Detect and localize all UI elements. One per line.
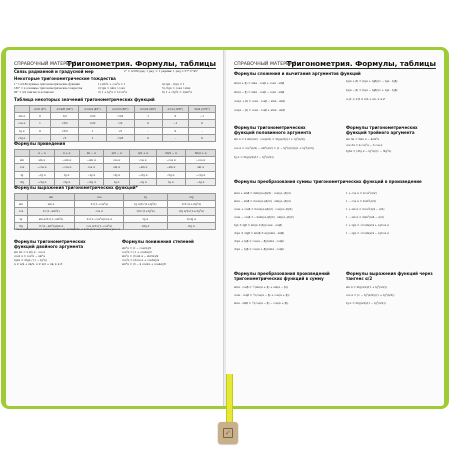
table-row xyxy=(15,171,216,178)
table-row xyxy=(15,113,216,120)
table-cell: √2/2 xyxy=(79,113,107,120)
sum-formula: cosα − cosβ = −2sin((α+β)/2) · sin((α−β)/2) xyxy=(234,215,294,219)
table-row xyxy=(15,127,216,134)
table-cell: cos xyxy=(15,164,30,171)
addition-formula: sin(α − β) = sinα · cosβ − cosα · sinβ xyxy=(234,90,285,94)
power-formula: cos²α = (1 + cos2α)/2 xyxy=(122,250,152,254)
section-title-half: Формулы тригонометрических функций половинного аргумента xyxy=(234,125,312,135)
table-cell: −ctg α xyxy=(130,171,156,178)
table-cell: −sin α xyxy=(54,157,79,164)
table-cell: −ctg α xyxy=(79,178,103,185)
table-cell: 0 xyxy=(189,134,216,141)
check-icon: ✓ xyxy=(225,429,231,437)
footnote: * Знак выбирается в зависимости от четверти, в которой находится угол α xyxy=(14,228,120,231)
table-cell: 3π/2 (270°) xyxy=(189,106,216,113)
table-cell: α=0 (0°) xyxy=(29,106,50,113)
sum-formula: ctgα + tgβ = cos(α − β)/(sinα · cosβ) xyxy=(234,239,284,243)
table-cell: tg xyxy=(15,215,28,222)
bookmark-ribbon[interactable] xyxy=(226,374,233,423)
table-cell: ±√(1−cos²α) xyxy=(75,201,124,208)
identity-line: 1° = π/180 прямые тригонометрические функции xyxy=(14,83,80,86)
addition-formula: cos(α − β) = cosα · cosβ + sinα · sinβ xyxy=(234,108,285,112)
table-cell: 0 xyxy=(134,134,162,141)
sum-formula: sinα − sinβ = 2cos((α+β)/2) · sin((α−β)/2) xyxy=(234,199,291,203)
tan-half-formula: sin α = 2tg(α/2)/(1 + tg²(α/2)) xyxy=(346,285,387,289)
table-row xyxy=(15,215,216,222)
table-cell: – xyxy=(189,127,216,134)
table-cell: – xyxy=(29,134,50,141)
right-page-header xyxy=(234,56,436,69)
addition-formula: sin(α + β) = sinα · cosβ + cosα · sinβ xyxy=(234,81,285,85)
table-cell: ctg α/±√(1+ctg²α) xyxy=(167,208,215,215)
table-cell: −1 xyxy=(189,113,216,120)
table-cell: 1 xyxy=(79,134,107,141)
table-cell: cos α xyxy=(75,208,124,215)
section-title-radian: Связь радианной и градусной мер xyxy=(14,69,94,74)
table-cell: tg xyxy=(124,194,167,201)
identity-line: 180° = π основные тригонометрические тождества xyxy=(14,87,83,90)
table-cell: √3 xyxy=(106,127,134,134)
table-cell: 1/2 xyxy=(51,113,79,120)
table-cell: −ctg α xyxy=(29,178,54,185)
table-cell: sin xyxy=(15,157,30,164)
table-cell xyxy=(15,194,28,201)
table-cell: α=π/6 (30°) xyxy=(51,106,79,113)
sum-formula: 1 − sin α = 2sin²(π/4 − α/2) xyxy=(346,215,384,219)
table-cell: – xyxy=(162,134,189,141)
triple-formula: sin 3α = 3sin α − 4sin³α xyxy=(346,137,380,141)
table-cell: −cos α xyxy=(29,164,54,171)
section-title-product: Формулы преобразования произведений тригонометрических функций в сумму xyxy=(234,271,330,281)
addition-formula: tg(α + β) = (tgα + tgβ)/(1 − tgα · tgβ) xyxy=(346,79,398,83)
page-title: Тригонометрия. Формулы, таблицы xyxy=(286,59,436,68)
table-cell: cos xyxy=(15,208,28,215)
power-formula: cos³α = (3cos α + cos3α)/4 xyxy=(122,258,159,262)
table-cell: −cos α xyxy=(186,157,216,164)
power-formula: sin²α = (1 − cos2α)/2 xyxy=(122,246,152,250)
table-cell: √3/2 xyxy=(51,120,79,127)
table-cell: cos α xyxy=(79,164,103,171)
table-cell: 3π/2 − α xyxy=(156,150,186,157)
left-page-header xyxy=(14,56,216,69)
addition-formula: cos(α + β) = cosα · cosβ − sinα · sinβ xyxy=(234,99,285,103)
table-cell: 0 xyxy=(162,127,189,134)
table-cell: sin α xyxy=(186,164,216,171)
sum-formula: 1 − cos α = 2sin²(α/2) xyxy=(346,199,377,203)
identity-line: 90° = π/2 тангенс и котангенс xyxy=(14,91,55,94)
section-title-tan-half: Формулы выражения функций через тангенс α/2 xyxy=(346,271,433,281)
radian-formula: x° = π/180 рад; 1 рад. = 1 радиан; 1 рад ≈ 57°17'45" xyxy=(124,69,199,73)
double-formula: cos2 α = cos²α − sin²α xyxy=(14,254,46,258)
identity-formula: 6) 1 + ctg²α = 1/sin²α xyxy=(162,90,192,94)
double-formula: α ≠ π/4 + πk/2, α ≠ π/2 + πk, k ∈ Z xyxy=(14,262,63,266)
table-cell xyxy=(15,150,30,157)
table-cell: ctg α xyxy=(54,178,79,185)
table-cell: cos α/±√(1−cos²α) xyxy=(75,222,124,229)
table-cell: −tg α xyxy=(130,178,156,185)
table-cell: ctg α xyxy=(167,222,215,229)
table-cell: √3/3 xyxy=(106,134,134,141)
product-formula: sinα · sinβ = ½(cos(α − β) − cos(α + β)) xyxy=(234,301,289,305)
section-title-sum: Формулы преобразования суммы тригонометрических функций в произведение xyxy=(234,179,422,184)
tan-half-formula: tg α = 2tg(α/2)/(1 − tg²(α/2)) xyxy=(346,301,386,305)
identity-formula: 5) ctgα = cosα / sinα xyxy=(162,86,191,90)
power-formula: sin³α = (3 sin α − sin3α)/4 xyxy=(122,254,159,258)
sum-formula: sinα + sinβ = 2sin((α+β)/2) · cos((α−β)/2) xyxy=(234,191,291,195)
right-page xyxy=(226,50,444,406)
table-cell: tg α xyxy=(104,178,130,185)
sum-formula: ctgα − tgβ = cos(α + β)/(sinα · cosβ) xyxy=(234,247,284,251)
table-cell: −cos α xyxy=(54,164,79,171)
sum-formula: tgα ± tgβ = sin(α ± β)/(cosα · cosβ) xyxy=(234,223,283,227)
table-cell: ctg α xyxy=(104,171,130,178)
table-cell: α=π/3 (60°) xyxy=(106,106,134,113)
table-cell: π/2 − α xyxy=(104,150,130,157)
table-cell: π + α xyxy=(54,150,79,157)
tan-half-formula: cos α = (1 − tg²(α/2))/(1 + tg²(α/2)) xyxy=(346,293,395,297)
product-formula: cosα · cosβ = ½(cos(α − β) + cos(α + β)) xyxy=(234,293,290,297)
table-cell: 0 xyxy=(162,113,189,120)
table-cell: sin α xyxy=(15,113,30,120)
table-cell: −sin α xyxy=(130,164,156,171)
table-cell: √3/2 xyxy=(106,113,134,120)
table-cell: α=π/4 (45°) xyxy=(79,106,107,113)
series-label: СПРАВОЧНЫЙ МАТЕРИАЛ xyxy=(14,62,77,67)
table-cell: −sin α xyxy=(156,164,186,171)
table-cell: 1 xyxy=(29,120,50,127)
half-formula: tg α = 2tg(α/2)/(1 − tg²(α/2)) xyxy=(234,155,274,159)
table-cell: tg α xyxy=(156,178,186,185)
section-title-identities: Некоторые тригонометрические тождества xyxy=(14,76,116,81)
values-table xyxy=(14,105,216,142)
triple-formula: tg3α = (3tg α − tg³α)/(1 − 3tg²α) xyxy=(346,149,392,153)
table-cell: −sin α xyxy=(79,157,103,164)
identity-formula: 1) sin²α + cos²α = 1 xyxy=(98,82,126,86)
table-cell: ctg xyxy=(167,194,215,201)
table-cell: tg xyxy=(15,171,30,178)
table-cell: 1/±√(1+tg²α) xyxy=(124,208,167,215)
table-cell: sin xyxy=(27,194,74,201)
table-cell: tg α xyxy=(124,215,167,222)
table-cell: ±√(1−sin²α) xyxy=(27,208,74,215)
half-formula: cos α = cos²(α/2) − sin²(α/2) = (1 − tg²(α/2))/(1 + tg²(α/2)) xyxy=(234,146,314,150)
table-cell: α=π (180°) xyxy=(162,106,189,113)
table-cell: sin α/±√(1−sin²α) xyxy=(27,215,74,222)
table-cell: cos α xyxy=(104,157,130,164)
page-title: Тригонометрия. Формулы, таблицы xyxy=(66,59,216,68)
table-cell: ctg α xyxy=(15,134,30,141)
section-title-power: Формулы понижения степеней xyxy=(122,239,194,244)
table-cell: α=π/2 (90°) xyxy=(134,106,162,113)
section-title-double: Формулы тригонометрических функций двойного аргумента xyxy=(14,239,86,249)
table-cell: cos α xyxy=(15,120,30,127)
section-title-values: Таблица некоторых значений тригонометрических функций xyxy=(14,97,155,102)
table-row xyxy=(15,150,216,157)
triple-formula: cos 3α = 4 cos³α − 3 cos α xyxy=(346,143,383,147)
table-cell: ±√(1−cos²α)/cos α xyxy=(75,215,124,222)
table-cell: ctg xyxy=(15,222,28,229)
table-cell: – xyxy=(134,127,162,134)
table-cell: −tg α xyxy=(29,171,54,178)
table-cell: 1 xyxy=(79,127,107,134)
double-formula: sin 2α = 2 sin α · cos α xyxy=(14,250,46,254)
left-page xyxy=(6,50,224,406)
sum-formula: 1 − tgα = √2 sin(π/4 − α)/cos α xyxy=(346,231,389,235)
table-cell: 1/±√(1+ctg²α) xyxy=(167,201,215,208)
addition-formula: tg(α − β) = (tgα − tgβ)/(1 + tgα · tgβ) xyxy=(346,88,398,92)
table-cell: cos xyxy=(75,194,124,201)
sum-formula: 1 + tgα = √2 sin(π/4 + α)/cos α xyxy=(346,223,389,227)
table-cell: 3π/2 + α xyxy=(186,150,216,157)
table-cell: √3/3 xyxy=(51,127,79,134)
table-cell: sin α xyxy=(29,157,54,164)
table-row xyxy=(15,201,216,208)
table-cell: π − α xyxy=(29,150,54,157)
table-cell: 1/tg α xyxy=(124,222,167,229)
table-cell: 1/2 xyxy=(106,120,134,127)
sum-formula: cosα + cosβ = 2cos((α+β)/2) · cos((α−β)/2) xyxy=(234,207,293,211)
table-cell: 1 xyxy=(134,113,162,120)
table-cell: 0 xyxy=(189,120,216,127)
table-cell: tg α xyxy=(54,171,79,178)
bookmark-tag[interactable] xyxy=(218,422,238,444)
table-cell: −tg α xyxy=(79,171,103,178)
table-row xyxy=(15,164,216,171)
sum-formula: ctgα ± ctgβ = sin(β ± α)/(sinα · sinβ) xyxy=(234,231,285,235)
table-cell: sin α xyxy=(27,201,74,208)
addition-formula: α, β, α ± β ≠ π/2 + πn, n ∈ Z xyxy=(346,97,385,101)
table-cell: sin xyxy=(15,201,28,208)
table-cell: tg α/±√(1+tg²α) xyxy=(124,201,167,208)
reduction-table xyxy=(14,149,216,186)
table-cell: sin α xyxy=(104,164,130,171)
power-formula: sin⁴α = (3 − 4 cos2α + cos4α)/8 xyxy=(122,262,166,266)
product-formula: sinα · cosβ = ½(sin(α + β) + sin(α − β)) xyxy=(234,285,288,289)
identity-formula: 3) 1 + tg²α = 1/cos²α xyxy=(98,90,127,94)
table-cell: 0 xyxy=(29,113,50,120)
table-cell: ctg xyxy=(15,178,30,185)
table-cell: −1 xyxy=(162,120,189,127)
table-cell: √2/2 xyxy=(79,120,107,127)
table-cell: π/2 + α xyxy=(130,150,156,157)
table-row xyxy=(15,106,216,113)
table-cell: −tg α xyxy=(186,178,216,185)
table-row xyxy=(15,194,216,201)
series-label: СПРАВОЧНЫЙ МАТЕРИАЛ xyxy=(234,62,297,67)
table-cell: 0 xyxy=(134,120,162,127)
section-title-addition: Формулы сложения и вычитания аргументов функций xyxy=(234,71,361,76)
half-formula: sin α = 2 sin(α/2) · cos(α/2) = 2tg(α/2)/(1 + tg²(α/2)) xyxy=(234,137,306,141)
table-cell: ±√(1−sin²α)/sin α xyxy=(27,222,74,229)
table-cell: −ctg α xyxy=(186,171,216,178)
sum-formula: 1 + sin α = 2cos²(π/4 − α/2) xyxy=(346,207,385,211)
sum-formula: 1 + cos α = 2cos²(α/2) xyxy=(346,191,377,195)
table-cell: ctg α xyxy=(156,171,186,178)
expression-table xyxy=(14,193,216,230)
double-formula: tg2α = 2tgα / (1 − tg²α) xyxy=(14,258,47,262)
table-cell: 0 xyxy=(29,127,50,134)
table-cell: 1/ctg α xyxy=(167,215,215,222)
table-cell: √3 xyxy=(51,134,79,141)
table-cell xyxy=(15,106,30,113)
table-cell: cos α xyxy=(130,157,156,164)
identity-formula: 2) tgα = sinα / cosα xyxy=(98,86,125,90)
table-cell: −cos α xyxy=(156,157,186,164)
identity-formula: 4) tgα · ctgα = 1 xyxy=(162,82,185,86)
table-cell: tg α xyxy=(15,127,30,134)
table-row xyxy=(15,157,216,164)
section-title-expr: Формулы выражения тригонометрических функций* xyxy=(14,185,138,190)
section-title-reduction: Формулы приведения xyxy=(14,141,66,146)
table-cell: 2π − α xyxy=(79,150,103,157)
table-row xyxy=(15,120,216,127)
section-title-triple: Формулы тригонометрических функций тройного аргумента xyxy=(346,125,418,135)
table-row xyxy=(15,208,216,215)
